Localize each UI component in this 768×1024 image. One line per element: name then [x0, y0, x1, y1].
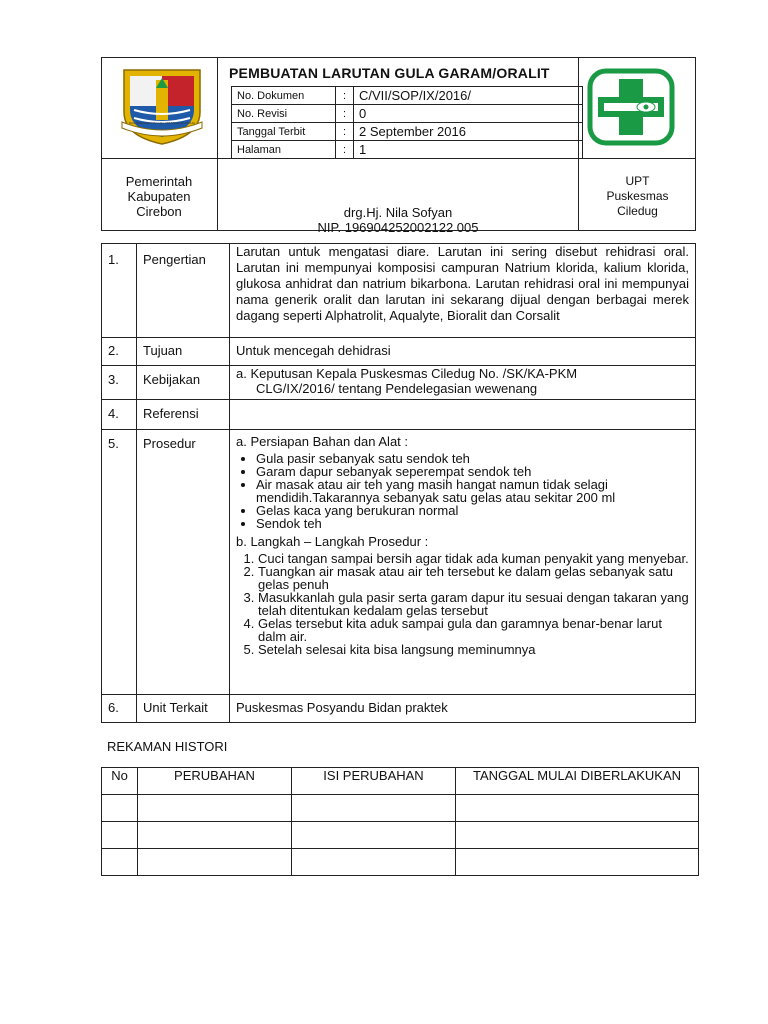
table-cell	[292, 822, 456, 849]
table-row	[102, 849, 699, 876]
meta-key: No. Revisi	[232, 105, 336, 123]
table-cell	[102, 795, 138, 822]
meta-value: 1	[354, 141, 583, 159]
section-label: Tujuan	[137, 338, 230, 366]
list-item: 4. Gelas tersebut kita aduk sampai gula dan garamnya benar-benar larut dalm air.	[258, 617, 689, 643]
section-row	[102, 244, 696, 338]
table-cell	[102, 849, 138, 876]
history-col-header: No	[102, 768, 138, 795]
logo-banner-text: RAHARJANING NAGARA WIBAWANING PRAJA	[129, 121, 195, 125]
kebijakan-line: CLG/IX/2016/ tentang Pendelegasian wewenang	[256, 381, 538, 396]
section-text: Untuk mencegah dehidrasi	[230, 338, 696, 366]
section-row	[102, 366, 696, 400]
section-text	[230, 244, 696, 338]
bahan-list	[236, 452, 689, 530]
table-cell	[138, 822, 292, 849]
table-cell	[138, 795, 292, 822]
section-number: 5.	[102, 430, 137, 695]
meta-sep: :	[336, 123, 354, 141]
table-cell	[456, 795, 699, 822]
history-col-header: TANGGAL MULAI DIBERLAKUKAN	[456, 768, 699, 795]
list-item: • Garam dapur sebanyak seperempat sendok teh	[256, 465, 689, 478]
prosedur-heading-a: a. Persiapan Bahan dan Alat :	[236, 434, 409, 449]
meta-key: Tanggal Terbit	[232, 123, 336, 141]
meta-row	[232, 141, 583, 159]
kabupaten-cirebon-logo	[118, 66, 206, 146]
table-cell	[292, 849, 456, 876]
section-text	[230, 366, 696, 400]
section-number: 1.	[102, 244, 137, 338]
history-table	[101, 767, 699, 876]
section-label: Pengertian	[137, 244, 230, 338]
signer-nip: NIP. 196904252002122 005	[317, 220, 479, 235]
section-row	[102, 430, 696, 695]
section-label: Referensi	[137, 400, 230, 430]
meta-sep: :	[336, 87, 354, 105]
section-row	[102, 695, 696, 723]
section-label: Unit Terkait	[137, 695, 230, 723]
meta-value: C/VII/SOP/IX/2016/	[354, 87, 583, 105]
document-meta-table	[231, 86, 583, 159]
right-org-line: UPT	[625, 174, 650, 188]
list-item: 2. Tuangkan air masak atau air teh tersebut ke dalam gelas sebanyak satu gelas penuh	[258, 565, 689, 591]
history-header-row	[102, 768, 699, 795]
left-org-line: Cirebon	[136, 204, 182, 219]
document-title: PEMBUATAN LARUTAN GULA GARAM/ORALIT	[229, 65, 550, 81]
right-org-line: Ciledug	[617, 204, 658, 218]
meta-key: No. Dokumen	[232, 87, 336, 105]
section-text: Puskesmas Posyandu Bidan praktek	[230, 695, 696, 723]
history-col-header: ISI PERUBAHAN	[292, 768, 456, 795]
list-item: • Air masak atau air teh yang masih hangat namun tidak selagi mendidih.Takarannya sebanyak satu gelas atau sekitar 200 ml	[256, 478, 689, 504]
section-row	[102, 338, 696, 366]
meta-key: Halaman	[232, 141, 336, 159]
meta-value: 2 September 2016	[354, 123, 583, 141]
section-text	[230, 430, 696, 695]
left-org-line: Kabupaten	[127, 189, 191, 204]
table-cell	[102, 822, 138, 849]
section-text	[230, 400, 696, 430]
table-row	[102, 795, 699, 822]
section-number: 6.	[102, 695, 137, 723]
sop-content-table	[101, 243, 696, 723]
right-org-name	[579, 174, 696, 219]
puskesmas-logo	[586, 67, 676, 147]
signer-block	[218, 205, 578, 235]
left-org-name	[101, 174, 217, 219]
signer-name: drg.Hj. Nila Sofyan	[343, 205, 453, 220]
meta-value: 0	[354, 105, 583, 123]
meta-row	[232, 87, 583, 105]
section-label: Prosedur	[137, 430, 230, 695]
section-number: 2.	[102, 338, 137, 366]
table-cell	[138, 849, 292, 876]
prosedur-heading-b: b. Langkah – Langkah Prosedur :	[236, 534, 429, 549]
langkah-list	[236, 552, 689, 656]
list-item: • Gelas kaca yang berukuran normal	[256, 504, 689, 517]
list-item: 1. Cuci tangan sampai bersih agar tidak ada kuman penyakit yang menyebar.	[258, 552, 689, 565]
section-number: 3.	[102, 366, 137, 400]
left-org-line: Pemerintah	[125, 174, 193, 189]
kebijakan-line: a. Keputusan Kepala Puskesmas Ciledug No. /SK/KA-PKM	[236, 366, 578, 381]
table-cell	[292, 795, 456, 822]
list-item: 3. Masukkanlah gula pasir serta garam dapur itu sesuai dengan takaran yang telah ditentukan kedalam gelas tersebut	[258, 591, 689, 617]
list-item: 5. Setelah selesai kita bisa langsung meminumnya	[258, 643, 689, 656]
table-cell	[456, 822, 699, 849]
section-label: Kebijakan	[137, 366, 230, 400]
list-item: • Gula pasir sebanyak satu sendok teh	[256, 452, 689, 465]
table-cell	[456, 849, 699, 876]
meta-sep: :	[336, 105, 354, 123]
right-org-line: Puskesmas	[606, 189, 669, 203]
section-row	[102, 400, 696, 430]
meta-sep: :	[336, 141, 354, 159]
pengertian-text: Larutan untuk mengatasi diare. Larutan ini sering disebut rehidrasi oral. Larutan ini mempunyai komposisi campuran Natrium klorida, kalium klorida, glukosa anhidrat dan natrium bikarbona. Larutan rehidrasi oral ini mempunyai nama generik oralit dan larutan ini sekarang dijual dengan berbagai merek dagang seperti Alphatrolit, Aqualyte, Bioralit dan Corsalit	[236, 244, 689, 323]
section-number: 4.	[102, 400, 137, 430]
history-title: REKAMAN HISTORI	[107, 739, 228, 754]
meta-row	[232, 123, 583, 141]
table-row	[102, 822, 699, 849]
history-col-header: PERUBAHAN	[138, 768, 292, 795]
meta-row	[232, 105, 583, 123]
list-item: • Sendok teh	[256, 517, 689, 530]
